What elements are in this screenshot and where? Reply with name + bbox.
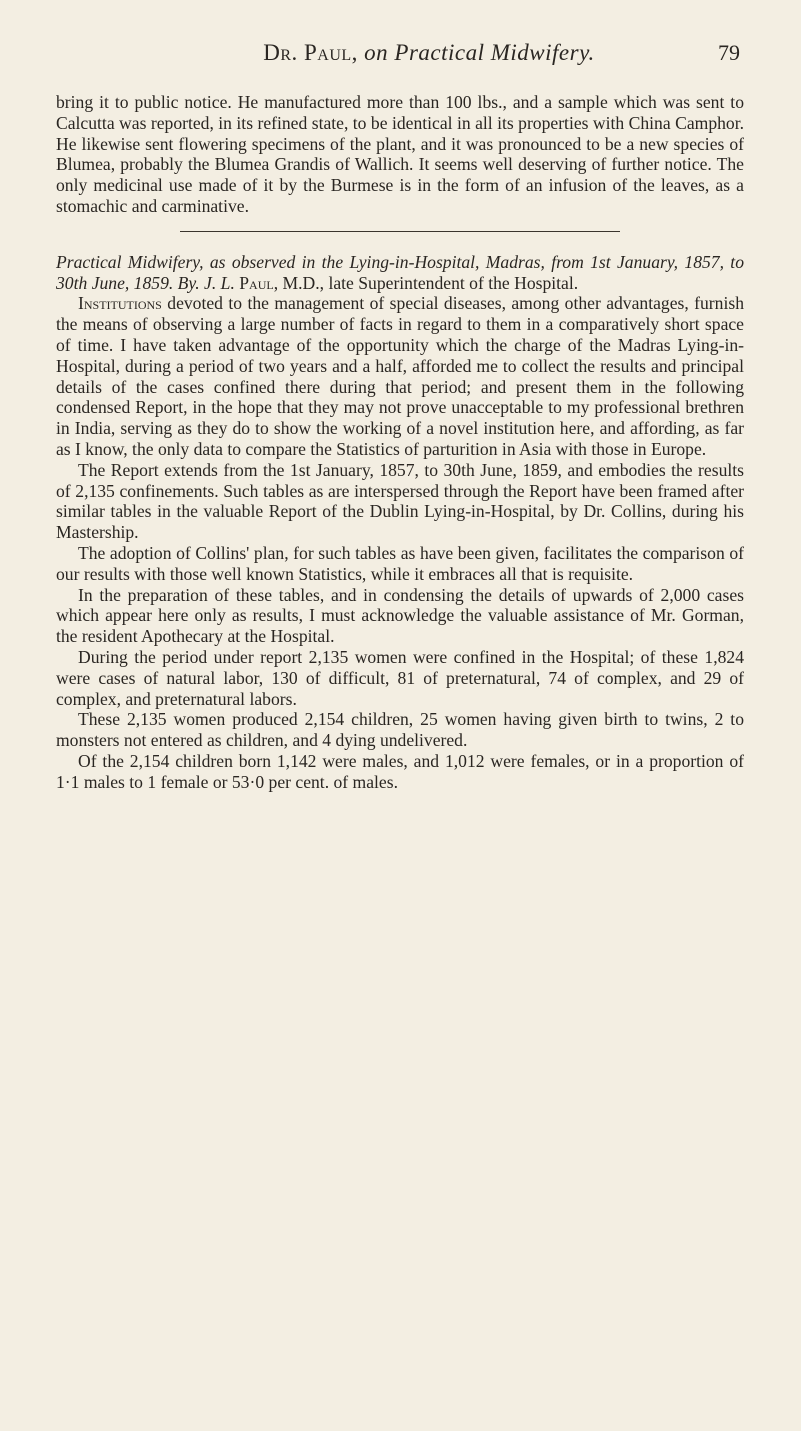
page-number: 79 xyxy=(718,40,740,65)
paragraph-report-extent: The Report extends from the 1st January, 1857, to 30th June, 1859, and embodies the results of 2,135 confinements. Such tables as are interspersed through the Report have been framed after similar tables in the valuable Report of the Dublin Lying-in-Hospital, by Dr. Collins, during his Mastership. xyxy=(56,459,744,543)
article-author-credentials: M.D., late Superintendent of the Hospital. xyxy=(282,272,579,293)
paragraph-children: These 2,135 women produced 2,154 children, 25 women having given birth to twins, 2 to monsters not entered as children, and 4 dying undelivered. xyxy=(56,709,744,751)
article-title-main: Practical Midwifery, as observed in the Lying-in-Hospital, Madras, from 1st January, 1857, to 30th June, 1859. By. J. L. xyxy=(56,251,744,293)
paragraph-continued: bring it to public notice. He manufactured more than 100 lbs., and a sample which was sent to Calcutta was reported, in its refined state, to be identical in all its properties with China Camphor. He likewise sent flowering specimens of the plant, and it was pronounced to be a new species of Blumea, probably the Blumea Grandis of Wallich. It seems well deserving of further notice. The only medicinal use made of it by the Burmese is in the form of an infusion of the leaves, as a stomachic and carminative. xyxy=(56,92,744,216)
running-head-author: Dr. Paul, xyxy=(263,40,358,65)
paragraph-collins-plan: The adoption of Collins' plan, for such tables as have been given, facilitates the comparison of our results with those well known Statistics, while it embraces all that is requisite. xyxy=(56,542,744,584)
paragraph-confinements: During the period under report 2,135 women were confined in the Hospital; of these 1,824 were cases of natural labor, 130 of difficult, 81 of preternatural, 74 of complex, and 29 of complex, and preternatural labors. xyxy=(56,646,744,709)
page-body xyxy=(56,92,744,793)
running-head-on: on xyxy=(364,40,389,65)
paragraph-acknowledgement: In the preparation of these tables, and in condensing the details of upwards of 2,000 cases which appear here only as results, I must acknowledge the valuable assistance of Mr. Gorman, the resident Apothecary at the Hospital. xyxy=(56,584,744,647)
article-title xyxy=(56,252,744,294)
running-head-subject: Practical Midwifery. xyxy=(394,40,595,65)
paragraph-institutions-text: devoted to the management of special diseases, among other advantages, furnish the means of observing a large number of facts in regard to them in a comparatively short space of time. I have taken advantage of the opportunity which the charge of the Madras Lying-in-Hospital, during a period of two years and a half, afforded me to collect the results and principal details of the cases confined there during that period; and present them in the following condensed Report, in the hope that they may not prove unacceptable to my professional brethren in India, serving as they do to show the working of a novel institution here, and affording, as far as I know, the only data to compare the Statistics of parturition in Asia with those in Europe. xyxy=(56,293,744,459)
paragraph-lead-word: Institutions xyxy=(78,293,162,314)
running-head-title xyxy=(140,40,718,66)
running-head xyxy=(140,40,740,66)
section-divider xyxy=(180,231,620,232)
paragraph-sex-ratio: Of the 2,154 children born 1,142 were males, and 1,012 were females, or in a proportion of 1·1 males to 1 female or 53·0 per cent. of males. xyxy=(56,750,744,792)
article-author: Paul, xyxy=(239,272,279,293)
paragraph-institutions xyxy=(56,293,744,459)
